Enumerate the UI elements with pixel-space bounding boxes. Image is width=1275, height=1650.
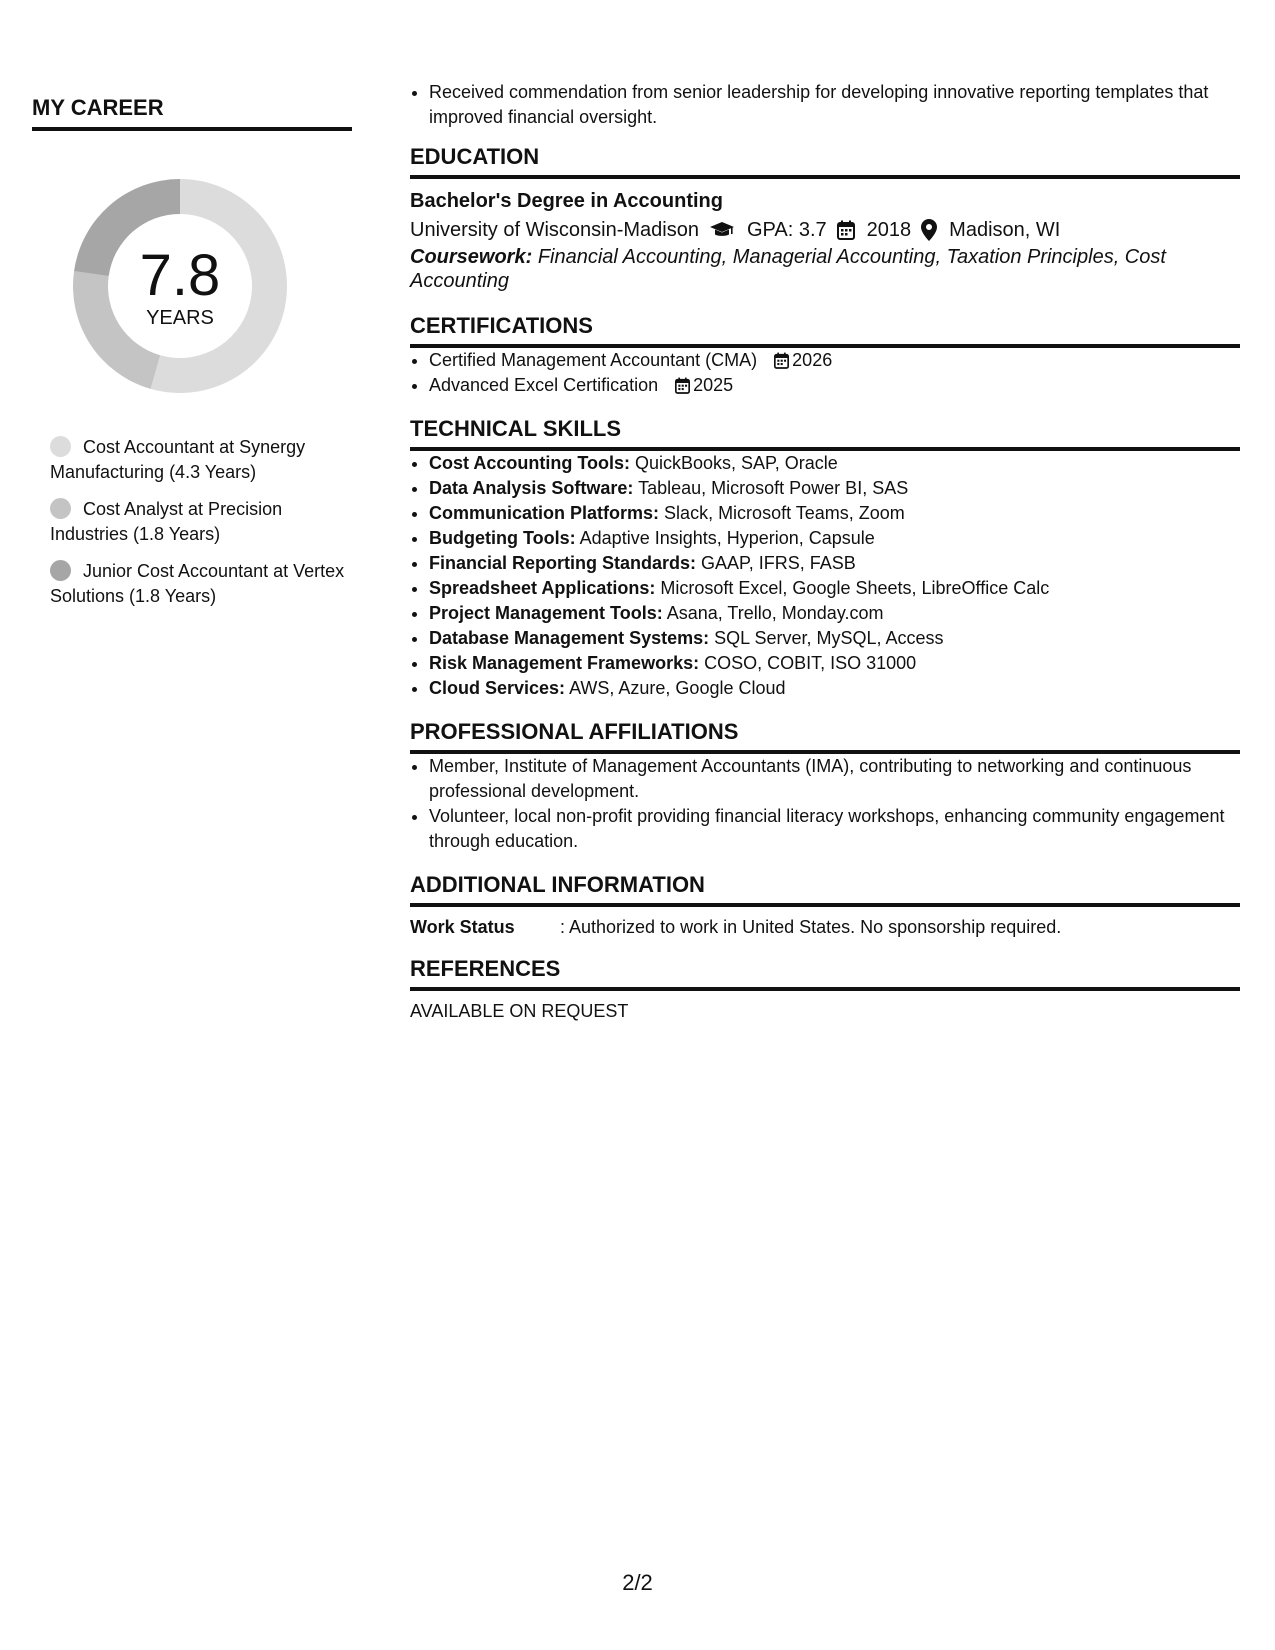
skill-value: Microsoft Excel, Google Sheets, LibreOffice Calc <box>660 578 1050 598</box>
skill-value: Adaptive Insights, Hyperion, Capsule <box>579 528 875 548</box>
skill-item <box>429 651 1240 676</box>
gpa: GPA: 3.7 <box>746 219 827 241</box>
skill-item <box>429 476 1240 501</box>
skill-label: Project Management Tools: <box>429 603 663 623</box>
legend-dot <box>50 498 71 519</box>
legend-item <box>50 497 350 547</box>
skill-value: Slack, Microsoft Teams, Zoom <box>664 503 905 523</box>
education-details <box>410 215 1240 245</box>
skill-value: AWS, Azure, Google Cloud <box>569 678 786 698</box>
legend-label: Cost Analyst at Precision Industries (1.8 Years) <box>50 499 283 544</box>
coursework-list: Financial Accounting, Managerial Accounting, Taxation Principles, Cost Accounting <box>410 246 1166 292</box>
legend-label: Junior Cost Accountant at Vertex Solutions (1.8 Years) <box>50 561 345 606</box>
work-status-label: Work Status <box>410 917 515 937</box>
skill-label: Budgeting Tools: <box>429 528 576 548</box>
affiliations-section <box>410 719 1240 854</box>
certification-year: 2025 <box>693 375 734 395</box>
skill-label: Spreadsheet Applications: <box>429 578 656 598</box>
skill-value: SQL Server, MySQL, Access <box>714 628 944 648</box>
legend-dot <box>50 560 71 581</box>
skill-label: Cloud Services: <box>429 678 566 698</box>
calendar-icon <box>774 352 789 369</box>
graduation-year: 2018 <box>866 219 912 241</box>
school-name: University of Wisconsin-Madison <box>410 219 699 241</box>
career-sidebar <box>32 95 352 621</box>
experience-bullet: • Received commendation from senior leadership for developing innovative reporting templates that improved financial oversight. <box>429 80 1240 130</box>
skill-value: GAAP, IFRS, FASB <box>701 553 856 573</box>
skills-title: TECHNICAL SKILLS <box>410 416 1240 451</box>
references-section <box>410 956 1240 1024</box>
career-donut-chart <box>65 171 295 401</box>
affiliation-item: • Member, Institute of Management Accountants (IMA), contributing to networking and continuous professional development. <box>429 754 1240 804</box>
references-text: AVAILABLE ON REQUEST <box>410 1001 629 1021</box>
skill-value: COSO, COBIT, ISO 31000 <box>704 653 917 673</box>
certification-item <box>429 373 1240 398</box>
location-pin-icon <box>921 219 937 241</box>
skill-item <box>429 451 1240 476</box>
career-title: MY CAREER <box>32 95 352 131</box>
legend-item <box>50 435 350 485</box>
page-number: 2/2 <box>622 1570 653 1595</box>
skills-section <box>410 416 1240 701</box>
legend-item <box>50 559 350 609</box>
degree-title: Bachelor's Degree in Accounting <box>410 190 723 212</box>
skill-item <box>429 626 1240 651</box>
skill-label: Financial Reporting Standards: <box>429 553 697 573</box>
affiliations-title: PROFESSIONAL AFFILIATIONS <box>410 719 1240 754</box>
skill-value: QuickBooks, SAP, Oracle <box>635 453 838 473</box>
main-content <box>410 80 1240 1024</box>
skill-item <box>429 601 1240 626</box>
skill-label: Database Management Systems: <box>429 628 710 648</box>
donut-value: 7.8 <box>139 242 221 308</box>
experience-bullets <box>410 80 1240 130</box>
affiliations-list <box>410 754 1240 854</box>
certifications-section <box>410 313 1240 398</box>
coursework-label: Coursework: <box>410 246 533 268</box>
certification-item <box>429 348 1240 373</box>
skill-label: Risk Management Frameworks: <box>429 653 700 673</box>
certification-year: 2026 <box>792 350 833 370</box>
legend-label: Cost Accountant at Synergy Manufacturing (4.3 Years) <box>50 437 306 482</box>
skill-value: Tableau, Microsoft Power BI, SAS <box>638 478 909 498</box>
certification-date <box>774 350 832 370</box>
skill-item <box>429 501 1240 526</box>
skill-label: Cost Accounting Tools: <box>429 453 630 473</box>
graduation-cap-icon <box>709 221 735 239</box>
education-section <box>410 144 1240 293</box>
affiliation-item: • Volunteer, local non-profit providing financial literacy workshops, enhancing community engagement through education. <box>429 804 1240 854</box>
education-title: EDUCATION <box>410 144 1240 179</box>
certification-name: Certified Management Accountant (CMA) <box>429 350 758 370</box>
career-legend <box>50 435 350 609</box>
skill-item <box>429 676 1240 701</box>
work-status-value: : Authorized to work in United States. No sponsorship required. <box>560 917 1062 937</box>
legend-dot <box>50 436 71 457</box>
certification-date <box>675 375 733 395</box>
skill-value: Asana, Trello, Monday.com <box>666 603 884 623</box>
certifications-title: CERTIFICATIONS <box>410 313 1240 348</box>
skill-label: Data Analysis Software: <box>429 478 634 498</box>
skill-item <box>429 526 1240 551</box>
school-location: Madison, WI <box>949 219 1061 241</box>
additional-title: ADDITIONAL INFORMATION <box>410 872 1240 907</box>
donut-unit: YEARS <box>146 306 214 329</box>
work-status-row <box>410 915 1240 940</box>
additional-section <box>410 872 1240 940</box>
skill-item <box>429 576 1240 601</box>
certifications-list <box>410 348 1240 398</box>
coursework <box>410 245 1240 293</box>
references-title: REFERENCES <box>410 956 1240 991</box>
donut-center <box>65 171 295 401</box>
skill-item <box>429 551 1240 576</box>
calendar-icon <box>837 220 855 240</box>
skills-list <box>410 451 1240 701</box>
skill-label: Communication Platforms: <box>429 503 660 523</box>
certification-name: Advanced Excel Certification <box>429 375 659 395</box>
calendar-icon <box>675 377 690 394</box>
